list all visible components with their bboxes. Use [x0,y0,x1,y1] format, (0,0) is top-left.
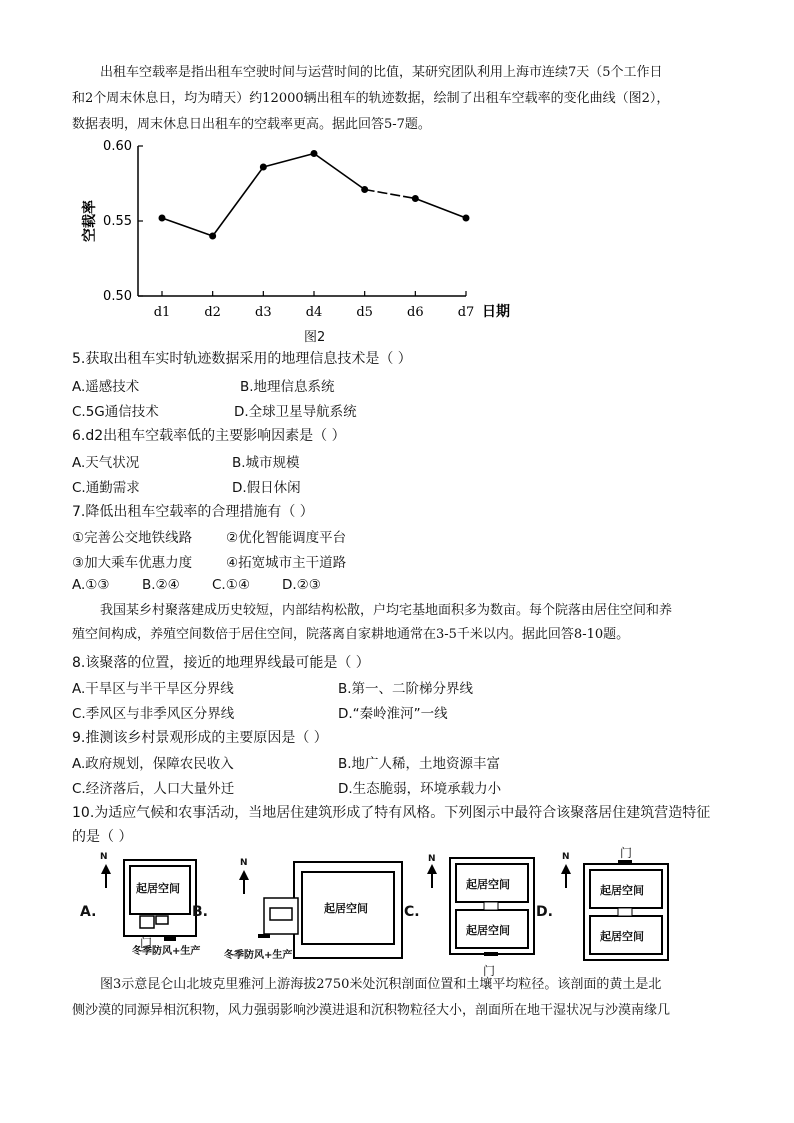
question-6-stem: 6.d2出租车空载率低的主要影响因素是（ ） [72,428,346,444]
x-tick-label: d3 [255,305,272,320]
diagram-d[interactable] [536,844,676,968]
x-tick-label: d7 [457,305,475,320]
x-tick-label: d5 [356,305,373,320]
series-segment [415,199,466,219]
diagram-d-north: N [562,852,570,862]
kunlun-intro-line-1: 图3示意昆仑山北坡克里雅河上游海拔2750米处沉积剖面位置和土壤平均粒径。该剖面的黄土是北 [100,977,662,992]
y-tick-label: 0.50 [103,289,132,304]
q8-option-b[interactable]: B.第一、二阶梯分界线 [338,681,474,697]
series-segment [365,190,416,199]
q7-measure-2: ②优化智能调度平台 [226,530,347,546]
series-segment [263,154,314,168]
diagram-b-room: 起居空间 [324,902,368,915]
kunlun-intro-line-2: 侧沙漠的同源异相沉积物，风力强弱影响沙漠进退和沉积物粒径大小，剖面所在地干湿状况与沙漠南缘几 [72,1003,671,1018]
diagram-c-room-1: 起居空间 [466,878,510,891]
diagram-c-door: 门 [483,964,496,978]
data-point [159,215,166,222]
diagram-b[interactable] [192,852,407,962]
diagram-a-door: 门 [140,936,153,950]
q6-option-c[interactable]: C.通勤需求 [72,480,140,496]
diagram-d-label: D. [536,904,553,920]
series-segment [314,154,365,190]
question-10-stem-2: 的是（ ） [72,829,133,845]
x-tick-label: d6 [407,305,424,320]
diagram-d-room-1: 起居空间 [600,884,644,897]
q7-option-d[interactable]: D.②③ [282,577,321,593]
diagram-b-north: N [240,858,248,868]
diagram-a-winter: 冬季防风+生产 [132,946,201,957]
figure-caption: 图2 [304,330,326,345]
q9-option-b[interactable]: B.地广人稀，土地资源丰富 [338,756,501,772]
q8-option-d[interactable]: D.“秦岭淮河”一线 [338,706,448,722]
diagram-a-label: A. [80,904,97,920]
diagram-a-room: 起居空间 [136,882,180,895]
diagram-a[interactable] [72,852,242,962]
data-point [361,186,368,193]
series-segment [162,218,213,236]
q9-option-d[interactable]: D.生态脆弱，环境承载力小 [338,781,502,797]
x-tick-label: d2 [204,305,221,320]
question-9-stem: 9.推测该乡村景观形成的主要原因是（ ） [72,730,328,746]
data-point [260,164,267,171]
diagram-c[interactable] [404,852,544,962]
line-chart [72,134,532,344]
data-point [209,233,216,240]
question-5-stem: 5.获取出租车实时轨迹数据采用的地理信息技术是（ ） [72,351,412,367]
q7-option-c[interactable]: C.①④ [212,577,250,593]
question-10-stem-1: 10.为适应气候和农事活动，当地居住建筑形成了特有风格。下列图示中最符合该聚落居住建筑营造特征 [72,805,711,821]
q8-option-a[interactable]: A.干旱区与半干旱区分界线 [72,681,234,697]
x-tick-label: d1 [153,305,171,320]
data-point [412,195,419,202]
village-intro-line-1: 我国某乡村聚落建成历史较短，内部结构松散，户均宅基地面积多为数亩。每个院落由居住空间和养 [100,603,673,618]
x-axis-label: 日期 [482,304,510,320]
q6-option-d[interactable]: D.假日休闲 [232,480,301,496]
q7-measure-3: ③加大乘车优惠力度 [72,555,193,571]
diagram-d-door: 门 [620,846,633,860]
intro-line-1: 出租车空载率是指出租车空驶时间与运营时间的比值，某研究团队利用上海市连续7天（5个工作日 [100,65,663,80]
q7-option-a[interactable]: A.①③ [72,577,110,593]
diagram-c-label: C. [404,904,420,920]
data-point [463,215,470,222]
diagram-c-svg [404,852,544,962]
y-tick-label: 0.60 [103,139,132,154]
q9-option-c[interactable]: C.经济落后，人口大量外迁 [72,781,235,797]
data-point [311,150,318,157]
diagram-a-north: N [100,852,108,862]
y-axis-label: 空载率 [82,200,98,242]
q9-option-a[interactable]: A.政府规划，保障农民收入 [72,756,234,772]
diagram-d-room-2: 起居空间 [600,930,644,943]
q7-measure-4: ④拓宽城市主干道路 [226,555,347,571]
q6-option-a[interactable]: A.天气状况 [72,455,140,471]
x-tick-label: d4 [305,305,323,320]
q8-option-c[interactable]: C.季风区与非季风区分界线 [72,706,235,722]
series-segment [213,167,264,236]
q5-option-c[interactable]: C.5G通信技术 [72,404,159,420]
diagram-b-winter: 冬季防风+生产 [224,950,293,961]
q6-option-b[interactable]: B.城市规模 [232,455,300,471]
q7-measure-1: ①完善公交地铁线路 [72,530,193,546]
y-tick-label: 0.55 [103,214,132,229]
intro-line-2: 和2个周末休息日，均为晴天）约12000辆出租车的轨迹数据，绘制了出租车空载率的变化曲线（图2）， [72,91,670,106]
q7-option-b[interactable]: B.②④ [142,577,180,593]
diagram-b-label: B. [192,904,208,920]
q5-option-b[interactable]: B.地理信息系统 [240,379,335,395]
question-8-stem: 8.该聚落的位置，接近的地理界线最可能是（ ） [72,655,370,671]
village-intro-line-2: 殖空间构成，养殖空间数倍于居住空间，院落离自家耕地通常在3-5千米以内。据此回答8-10题。 [72,627,630,642]
chart-svg [72,134,532,344]
q5-option-a[interactable]: A.遥感技术 [72,379,140,395]
question-7-stem: 7.降低出租车空载率的合理措施有（ ） [72,504,314,520]
diagram-c-north: N [428,854,436,864]
diagram-c-room-2: 起居空间 [466,924,510,937]
diagram-d-svg [536,844,676,968]
q5-option-d[interactable]: D.全球卫星导航系统 [234,404,357,420]
intro-line-3: 数据表明，周末休息日出租车的空载率更高。据此回答5-7题。 [72,117,431,132]
